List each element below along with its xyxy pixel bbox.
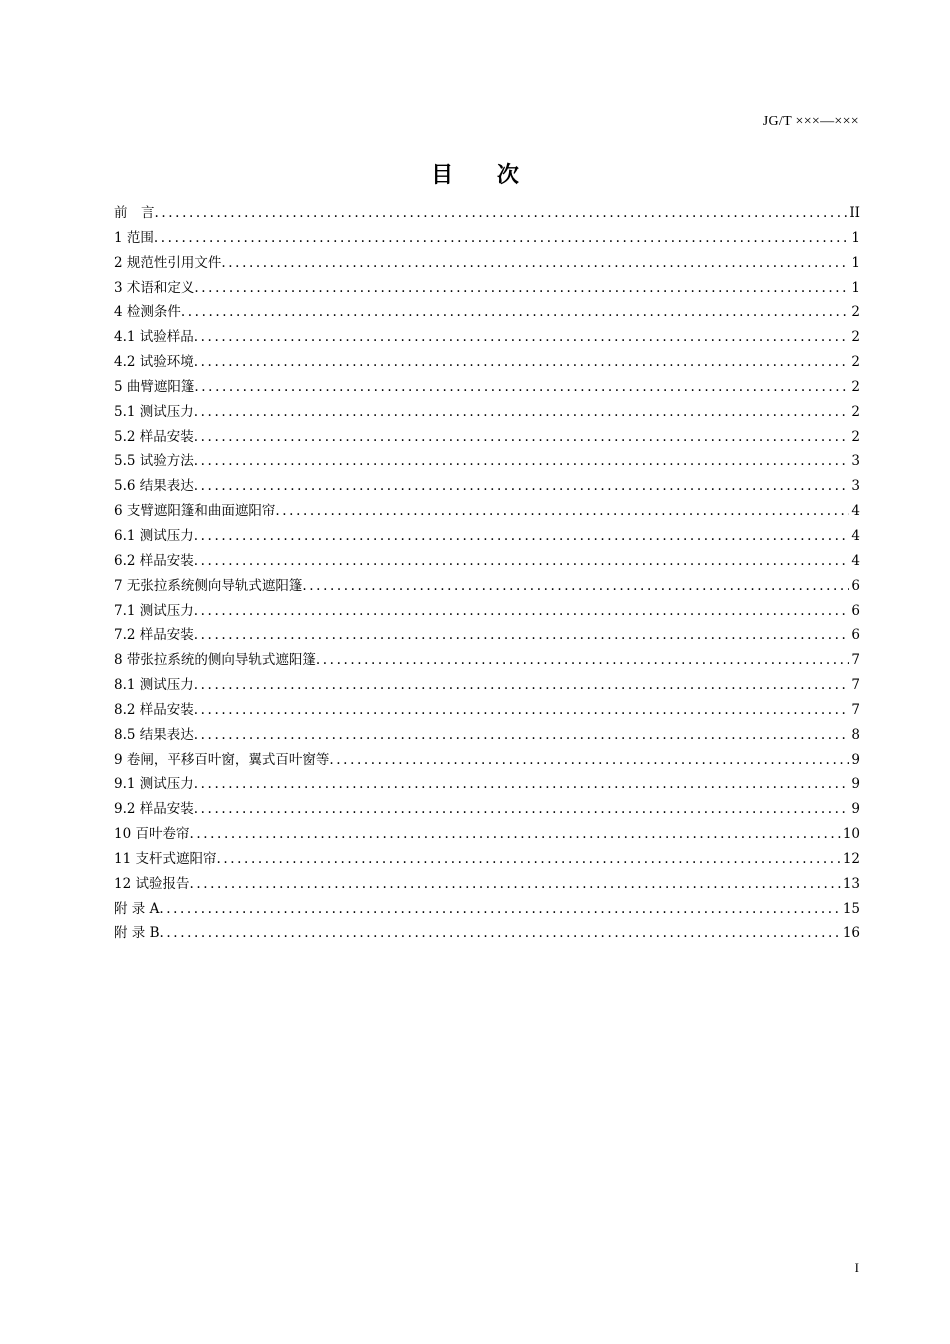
toc-leader-dots bbox=[194, 599, 850, 624]
toc-leader-dots bbox=[194, 524, 850, 549]
toc-leader-dots bbox=[194, 350, 850, 375]
toc-entry[interactable] bbox=[114, 549, 860, 574]
toc-entry-label: 8.1 测试压力 bbox=[114, 677, 194, 694]
toc-entry-page: 6 bbox=[851, 627, 860, 644]
toc-leader-dots bbox=[194, 474, 850, 499]
toc-entry[interactable] bbox=[114, 375, 860, 400]
toc-leader-dots bbox=[194, 449, 850, 474]
toc-entry[interactable] bbox=[114, 276, 860, 301]
toc-entry-label: 8.5 结果表达 bbox=[114, 726, 194, 743]
toc-entry[interactable] bbox=[114, 897, 860, 922]
toc-entry-page: 2 bbox=[851, 354, 860, 371]
toc-entry-page: 8 bbox=[851, 726, 860, 743]
toc-leader-dots bbox=[189, 872, 840, 897]
toc-entry[interactable] bbox=[114, 574, 860, 599]
toc-entry-page: 4 bbox=[851, 527, 860, 544]
toc-entry-label: 5.1 测试压力 bbox=[114, 403, 194, 420]
toc-entry-label: 8.2 样品安装 bbox=[114, 701, 194, 718]
toc-entry[interactable] bbox=[114, 524, 860, 549]
toc-entry-label: 5.2 样品安装 bbox=[114, 428, 194, 445]
toc-entry-label: 1 范围 bbox=[114, 229, 154, 246]
toc-leader-dots bbox=[194, 797, 850, 822]
toc-leader-dots bbox=[155, 201, 848, 226]
toc-entry-label: 3 术语和定义 bbox=[114, 279, 195, 296]
toc-entry[interactable] bbox=[114, 400, 860, 425]
toc-entry-page: 13 bbox=[842, 875, 860, 892]
toc-leader-dots bbox=[329, 748, 849, 773]
toc-leader-dots bbox=[194, 400, 850, 425]
toc-leader-dots bbox=[194, 723, 850, 748]
toc-entry[interactable] bbox=[114, 772, 860, 797]
document-code: JG/T ×××—××× bbox=[762, 114, 859, 129]
toc-entry-page: 3 bbox=[851, 453, 860, 470]
toc-entry-page: 7 bbox=[851, 677, 860, 694]
toc-entry[interactable] bbox=[114, 872, 860, 897]
toc-entry-label: 6.2 样品安装 bbox=[114, 552, 194, 569]
toc-leader-dots bbox=[194, 698, 850, 723]
toc-leader-dots bbox=[194, 425, 850, 450]
toc-entry[interactable] bbox=[114, 623, 860, 648]
table-of-contents bbox=[114, 201, 860, 946]
toc-leader-dots bbox=[216, 847, 840, 872]
toc-leader-dots bbox=[194, 276, 849, 301]
page-title: 目 次 bbox=[431, 163, 537, 188]
toc-leader-dots bbox=[302, 574, 849, 599]
toc-entry-page: 10 bbox=[842, 826, 860, 843]
page-number: I bbox=[854, 1260, 859, 1275]
toc-entry-page: II bbox=[849, 205, 860, 221]
toc-entry-label: 附 录 B bbox=[114, 925, 160, 942]
toc-entry-label: 6 支臂遮阳篷和曲面遮阳帘 bbox=[114, 503, 276, 520]
toc-entry-label: 5.6 结果表达 bbox=[114, 478, 194, 495]
toc-entry[interactable] bbox=[114, 748, 860, 773]
toc-entry-label: 2 规范性引用文件 bbox=[114, 254, 222, 271]
toc-entry[interactable] bbox=[114, 648, 860, 673]
toc-entry-page: 3 bbox=[851, 478, 860, 495]
toc-entry-page: 4 bbox=[851, 552, 860, 569]
toc-leader-dots bbox=[194, 375, 849, 400]
toc-entry[interactable] bbox=[114, 921, 860, 946]
toc-entry-page: 2 bbox=[851, 304, 860, 321]
toc-entry[interactable] bbox=[114, 822, 860, 847]
toc-entry[interactable] bbox=[114, 599, 860, 624]
toc-entry[interactable] bbox=[114, 797, 860, 822]
toc-entry[interactable] bbox=[114, 847, 860, 872]
toc-entry-page: 1 bbox=[851, 229, 860, 246]
toc-entry-page: 7 bbox=[851, 701, 860, 718]
toc-entry-page: 9 bbox=[851, 776, 860, 793]
toc-entry-page: 6 bbox=[851, 602, 860, 619]
toc-entry[interactable] bbox=[114, 698, 860, 723]
toc-entry-page: 2 bbox=[851, 329, 860, 346]
toc-entry-label: 附 录 A bbox=[114, 900, 160, 917]
toc-entry-label: 9.1 测试压力 bbox=[114, 776, 194, 793]
toc-entry[interactable] bbox=[114, 499, 860, 524]
toc-leader-dots bbox=[194, 623, 850, 648]
toc-entry-label: 4.1 试验样品 bbox=[114, 329, 194, 346]
toc-entry-label: 12 试验报告 bbox=[114, 875, 190, 892]
toc-entry-label: 8 带张拉系统的侧向导轨式遮阳篷 bbox=[114, 652, 316, 669]
toc-entry[interactable] bbox=[114, 251, 860, 276]
toc-entry[interactable] bbox=[114, 325, 860, 350]
toc-leader-dots bbox=[221, 251, 849, 276]
toc-entry-page: 2 bbox=[851, 403, 860, 420]
toc-entry-label: 10 百叶卷帘 bbox=[114, 826, 190, 843]
toc-leader-dots bbox=[194, 549, 850, 574]
toc-entry-page: 16 bbox=[842, 925, 860, 942]
toc-leader-dots bbox=[194, 772, 850, 797]
toc-leader-dots bbox=[159, 897, 840, 922]
toc-leader-dots bbox=[154, 226, 850, 251]
toc-entry[interactable] bbox=[114, 201, 860, 226]
toc-entry-page: 2 bbox=[851, 428, 860, 445]
toc-entry[interactable] bbox=[114, 350, 860, 375]
toc-leader-dots bbox=[194, 325, 850, 350]
toc-entry[interactable] bbox=[114, 474, 860, 499]
toc-entry-page: 7 bbox=[851, 652, 860, 669]
toc-entry-page: 15 bbox=[842, 900, 860, 917]
toc-entry[interactable] bbox=[114, 723, 860, 748]
toc-entry[interactable] bbox=[114, 226, 860, 251]
toc-entry-label: 11 支杆式遮阳帘 bbox=[114, 850, 217, 867]
toc-leader-dots bbox=[316, 648, 850, 673]
toc-entry-label: 7.2 样品安装 bbox=[114, 627, 194, 644]
toc-leader-dots bbox=[189, 822, 840, 847]
toc-leader-dots bbox=[275, 499, 849, 524]
toc-entry-label: 4 检测条件 bbox=[114, 304, 181, 321]
toc-entry[interactable] bbox=[114, 300, 860, 325]
toc-entry-label: 9 卷闸，平移百叶窗，翼式百叶窗等 bbox=[114, 751, 330, 768]
toc-entry-label: 前 言 bbox=[114, 205, 155, 221]
toc-entry-label: 7 无张拉系统侧向导轨式遮阳篷 bbox=[114, 577, 303, 594]
toc-entry-page: 1 bbox=[851, 279, 860, 296]
toc-entry-label: 4.2 试验环境 bbox=[114, 354, 194, 371]
toc-entry-page: 12 bbox=[842, 850, 860, 867]
toc-entry[interactable] bbox=[114, 673, 860, 698]
toc-entry-page: 9 bbox=[851, 801, 860, 818]
toc-leader-dots bbox=[160, 921, 841, 946]
toc-entry-label: 6.1 测试压力 bbox=[114, 527, 194, 544]
toc-entry[interactable] bbox=[114, 449, 860, 474]
toc-entry-label: 5 曲臂遮阳篷 bbox=[114, 378, 195, 395]
toc-entry-page: 4 bbox=[851, 503, 860, 520]
toc-entry-page: 9 bbox=[851, 751, 860, 768]
toc-entry-page: 2 bbox=[851, 378, 860, 395]
toc-leader-dots bbox=[181, 300, 850, 325]
toc-entry-label: 9.2 样品安装 bbox=[114, 801, 194, 818]
toc-entry[interactable] bbox=[114, 425, 860, 450]
toc-entry-label: 5.5 试验方法 bbox=[114, 453, 194, 470]
toc-leader-dots bbox=[194, 673, 850, 698]
toc-entry-page: 6 bbox=[851, 577, 860, 594]
toc-entry-label: 7.1 测试压力 bbox=[114, 602, 194, 619]
toc-entry-page: 1 bbox=[851, 254, 860, 271]
